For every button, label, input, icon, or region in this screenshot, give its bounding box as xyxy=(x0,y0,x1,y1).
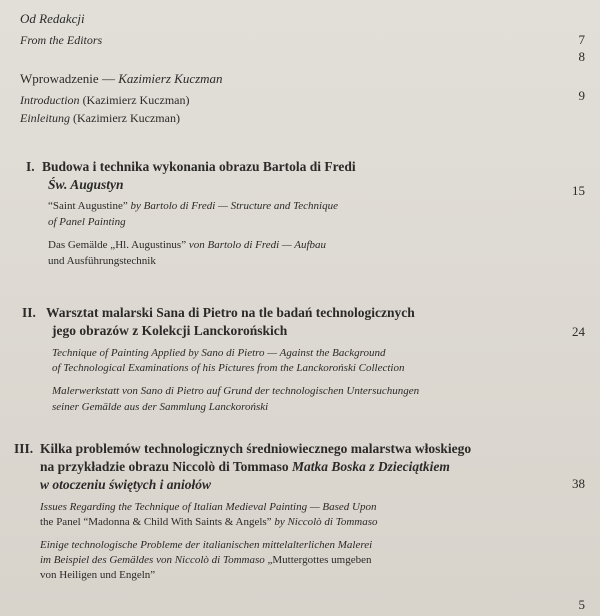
section-1-en-line2: of Panel Painting xyxy=(48,216,126,228)
section-1-de-line1 xyxy=(48,240,326,251)
section-3-title-line3: w otoczeniu świętych i aniołów xyxy=(40,477,212,492)
section-3-de-line2 xyxy=(40,555,371,566)
wprowadzenie-entry xyxy=(20,72,223,85)
section-3-de-line2-quote: „Muttergottes umgeben xyxy=(267,554,372,566)
section-3-de-line3: von Heiligen und Engeln” xyxy=(40,569,156,581)
section-3-numeral: III. xyxy=(14,441,34,456)
section-3-en-line2-author: by Niccolò di Tommaso xyxy=(274,516,378,528)
od-redakcji-heading: Od Redakcji xyxy=(20,11,85,26)
section-2-numeral: II. xyxy=(22,305,36,320)
section-1-page: 15 xyxy=(572,183,585,198)
section-3-title-line2 xyxy=(40,460,450,474)
section-2-de-line1: Malerwerkstatt von Sano di Pietro auf Grund der technologischen Untersuchungen xyxy=(52,385,420,397)
section-2-en-line2: of Technological Examinations of his Pictures from the Lanckoroński Collection xyxy=(52,362,405,374)
wprowadzenie-author: Kazimierz Kuczman xyxy=(118,71,223,86)
einleitung-entry xyxy=(20,112,180,124)
section-3-de-line2-text: im Beispiel des Gemäldes von Niccolò di Tommaso xyxy=(40,554,265,566)
from-editors-entry: From the Editors xyxy=(20,33,103,47)
introduction-entry xyxy=(20,94,190,106)
section-2-title-line2: jego obrazów z Kolekcji Lanckorońskich xyxy=(52,323,288,338)
section-1-de-line2: und Ausführungstechnik xyxy=(48,255,156,267)
section-3-page: 38 xyxy=(572,476,585,491)
section-3-title-line2-text: na przykładzie obrazu Niccolò di Tommaso xyxy=(40,459,289,474)
section-1-en-rest: by Bartolo di Fredi — Structure and Technique xyxy=(130,200,338,212)
section-1-en-quote: “Saint Augustine” xyxy=(48,200,128,212)
section-3-de-line1: Einige technologische Probleme der italianischen mittelalterlichen Malerei xyxy=(40,539,373,551)
section-2-page: 24 xyxy=(572,324,585,339)
page-number: 5 xyxy=(578,597,585,612)
wprowadzenie-page: 9 xyxy=(578,88,585,103)
section-2-de-line2: seiner Gemälde aus der Sammlung Lanckoroński xyxy=(52,401,269,413)
einleitung-title: Einleitung xyxy=(20,111,70,125)
einleitung-author: (Kazimierz Kuczman) xyxy=(73,111,180,125)
section-3-title-line1: Kilka problemów technologicznych średniowiecznego malarstwa włoskiego xyxy=(40,441,472,456)
section-3-en-line1: Issues Regarding the Technique of Italian Medieval Painting — Based Upon xyxy=(40,501,377,513)
section-1-en-line1 xyxy=(48,201,338,212)
wprowadzenie-title: Wprowadzenie xyxy=(20,71,99,86)
section-3-en-line2 xyxy=(40,517,378,528)
section-3-en-line2-title: the Panel “Madonna & Child With Saints & Angels” xyxy=(40,516,272,528)
introduction-title: Introduction xyxy=(20,93,80,107)
section-1-de-rest: von Bartolo di Fredi — Aufbau xyxy=(188,239,327,251)
section-1-numeral: I. xyxy=(26,159,35,174)
section-1-title-line1: Budowa i technika wykonania obrazu Bartola di Fredi xyxy=(42,159,356,174)
wprowadzenie-dash: — xyxy=(101,71,115,86)
introduction-author: (Kazimierz Kuczman) xyxy=(82,93,190,107)
section-2-en-line1: Technique of Painting Applied by Sano di Pietro — Against the Background xyxy=(52,347,386,359)
from-editors-page: 7 xyxy=(578,32,585,47)
od-redakcji-page: 8 xyxy=(578,49,585,64)
section-1-de-quote: Das Gemälde „Hl. Augustinus” xyxy=(48,239,187,251)
section-1-title-line2: Św. Augustyn xyxy=(48,177,124,192)
section-3-title-line2-italic: Matka Boska z Dzieciątkiem xyxy=(292,459,450,474)
section-2-title-line1: Warsztat malarski Sana di Pietro na tle badań technologicznych xyxy=(46,305,415,320)
